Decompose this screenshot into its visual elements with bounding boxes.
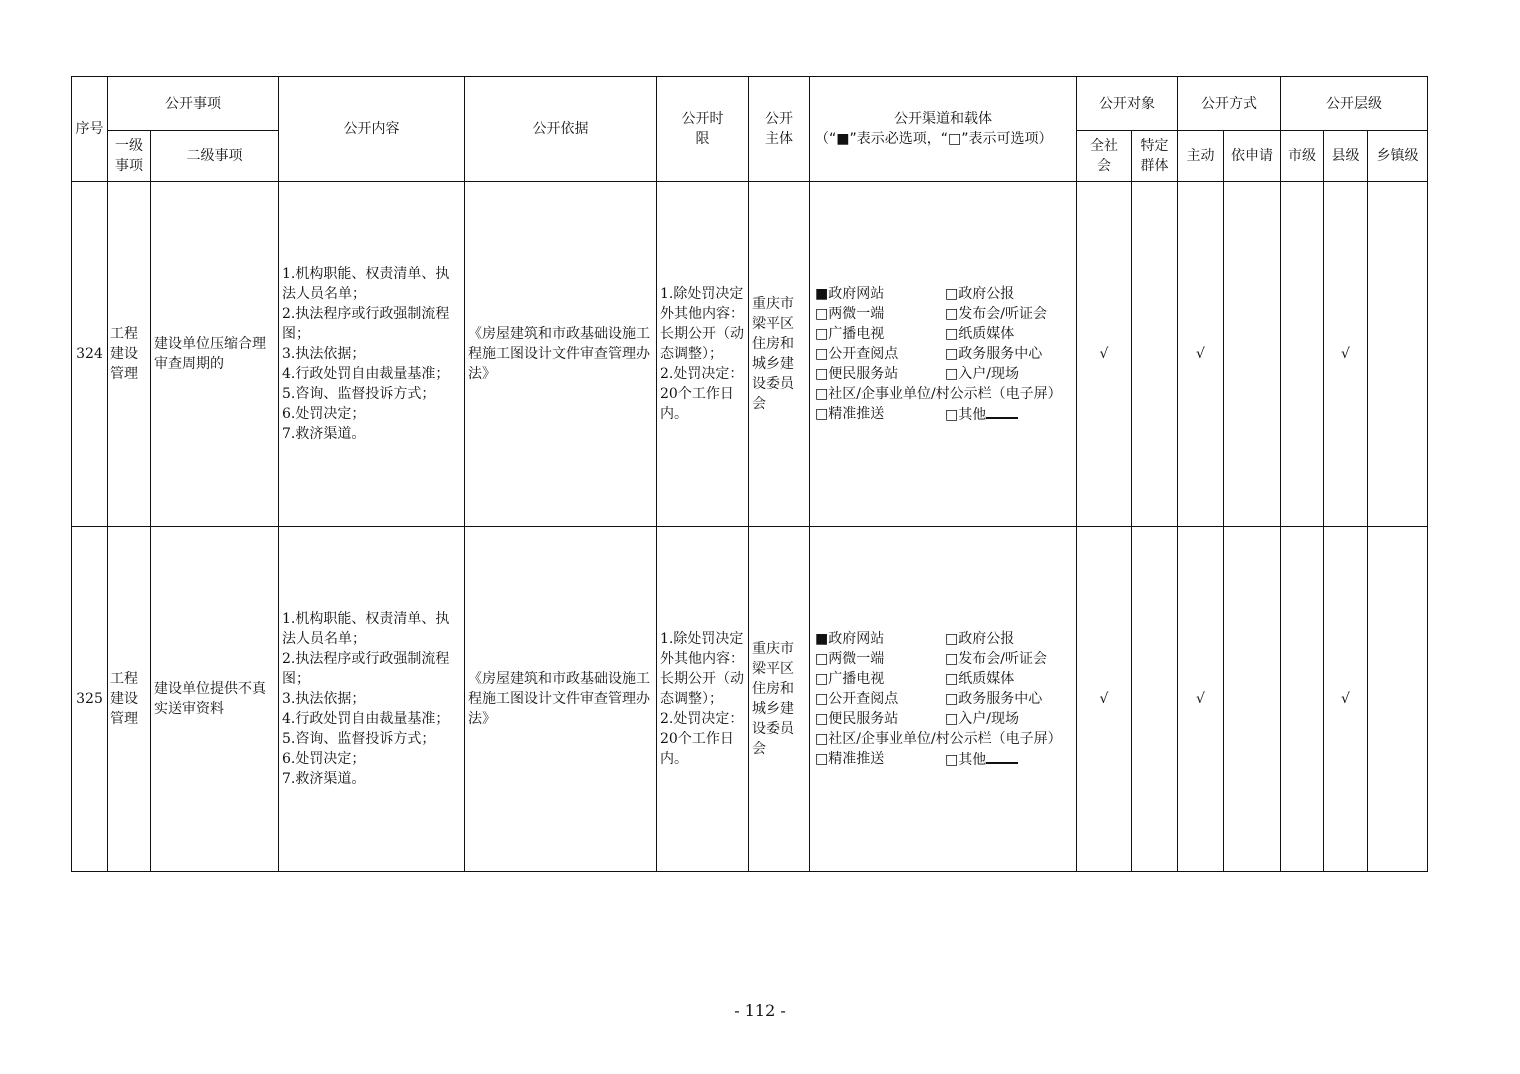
channel-print-media: □纸质媒体 xyxy=(945,325,1015,342)
row-level-city xyxy=(1281,527,1324,872)
header-target-group: 公开对象 xyxy=(1077,77,1178,131)
row-method-request xyxy=(1224,182,1281,527)
channel-gov-gazette: □政府公报 xyxy=(945,285,1015,302)
table-row xyxy=(72,182,1428,527)
channel-weibo-wechat-app: □两微一端 xyxy=(815,650,885,667)
row-level-city xyxy=(1281,182,1324,527)
row-content: 1.机构职能、权责清单、执法人员名单； 2.执法程序或行政强制流程图； 3.执法依据； 4.行政处罚自由裁量基准； 5.咨询、监督投诉方式； 6.处罚决定； 7.救济渠道。 xyxy=(279,527,465,872)
header-channel-title: 公开渠道和载体 xyxy=(894,111,992,127)
channel-other-label: □其他 xyxy=(945,406,987,423)
row-level-town xyxy=(1368,527,1428,872)
row-basis: 《房屋建筑和市政基础设施工程施工图设计文件审查管理办法》 xyxy=(465,182,657,527)
row-basis: 《房屋建筑和市政基础设施工程施工图设计文件审查管理办法》 xyxy=(465,527,657,872)
channel-service-center: □政务服务中心 xyxy=(945,345,1043,362)
channel-print-media: □纸质媒体 xyxy=(945,670,1015,687)
row-time-limit: 1.除处罚决定外其他内容：长期公开（动态调整）； 2.处罚决定：20个工作日内。 xyxy=(657,527,749,872)
channel-other xyxy=(945,749,1075,770)
channel-press-hearing: □发布会/听证会 xyxy=(945,305,1047,322)
channel-public-reading-point: □公开查阅点 xyxy=(815,345,899,362)
header-level-town: 乡镇级 xyxy=(1368,131,1428,182)
channel-public-reading-point: □公开查阅点 xyxy=(815,690,899,707)
channel-precise-push: □精准推送 xyxy=(815,405,885,422)
header-method-request: 依申请 xyxy=(1224,131,1281,182)
channel-service-station: □便民服务站 xyxy=(815,365,899,382)
header-seq: 序号 xyxy=(72,77,108,182)
header-level-county: 县级 xyxy=(1324,131,1368,182)
disclosure-table xyxy=(71,76,1428,872)
channel-gov-gazette: □政府公报 xyxy=(945,630,1015,647)
header-channel xyxy=(810,77,1077,182)
row-method-active: √ xyxy=(1178,527,1224,872)
channel-radio-tv: □广播电视 xyxy=(815,325,885,342)
header-method-active: 主动 xyxy=(1178,131,1224,182)
row-content: 1.机构职能、权责清单、执法人员名单； 2.执法程序或行政强制流程图； 3.执法依据； 4.行政处罚自由裁量基准； 5.咨询、监督投诉方式； 6.处罚决定； 7.救济渠道。 xyxy=(279,182,465,527)
row-channels xyxy=(810,527,1077,872)
header-level1: 一级事项 xyxy=(108,131,151,182)
header-level-group: 公开层级 xyxy=(1281,77,1428,131)
channel-gov-website: ■政府网站 xyxy=(815,285,885,302)
row-level1: 工程建设管理 xyxy=(108,182,151,527)
row-level-county: √ xyxy=(1324,182,1368,527)
row-method-active: √ xyxy=(1178,182,1224,527)
channel-bulletin-board: □社区/企事业单位/村公示栏（电子屏） xyxy=(815,730,1062,747)
row-level2: 建设单位提供不真实送审资料 xyxy=(151,527,279,872)
header-subject: 公开主体 xyxy=(749,77,810,182)
row-level-town xyxy=(1368,182,1428,527)
header-level2: 二级事项 xyxy=(151,131,279,182)
channel-bulletin-board: □社区/企事业单位/村公示栏（电子屏） xyxy=(815,385,1062,402)
header-target-all: 全社会 xyxy=(1077,131,1132,182)
channel-gov-website: ■政府网站 xyxy=(815,630,885,647)
header-content: 公开内容 xyxy=(279,77,465,182)
row-target-all: √ xyxy=(1077,182,1132,527)
channel-radio-tv: □广播电视 xyxy=(815,670,885,687)
row-target-specific xyxy=(1132,182,1178,527)
channel-door-to-door: □入户/现场 xyxy=(945,365,1019,382)
row-seq: 325 xyxy=(72,527,108,872)
page-number: - 112 - xyxy=(734,1001,786,1020)
channel-door-to-door: □入户/现场 xyxy=(945,710,1019,727)
channel-other xyxy=(945,404,1075,425)
channel-service-station: □便民服务站 xyxy=(815,710,899,727)
row-time-limit: 1.除处罚决定外其他内容：长期公开（动态调整）； 2.处罚决定：20个工作日内。 xyxy=(657,182,749,527)
row-subject: 重庆市梁平区住房和城乡建设委员会 xyxy=(749,527,810,872)
row-target-specific xyxy=(1132,527,1178,872)
channel-press-hearing: □发布会/听证会 xyxy=(945,650,1047,667)
row-level-county: √ xyxy=(1324,527,1368,872)
header-target-specific: 特定群体 xyxy=(1132,131,1178,182)
channel-service-center: □政务服务中心 xyxy=(945,690,1043,707)
header-item-group: 公开事项 xyxy=(108,77,279,131)
header-channel-note: （“■”表示必选项，“□”表示可选项） xyxy=(815,131,1053,147)
header-level-city: 市级 xyxy=(1281,131,1324,182)
row-method-request xyxy=(1224,527,1281,872)
row-target-all: √ xyxy=(1077,527,1132,872)
row-level1: 工程建设管理 xyxy=(108,527,151,872)
row-level2: 建设单位压缩合理审查周期的 xyxy=(151,182,279,527)
row-subject: 重庆市梁平区住房和城乡建设委员会 xyxy=(749,182,810,527)
header-row-1 xyxy=(72,77,1428,131)
fill-in-blank xyxy=(986,749,1018,764)
fill-in-blank xyxy=(986,404,1018,419)
channel-other-label: □其他 xyxy=(945,751,987,768)
header-time-limit: 公开时限 xyxy=(657,77,749,182)
channel-precise-push: □精准推送 xyxy=(815,750,885,767)
row-seq: 324 xyxy=(72,182,108,527)
channel-weibo-wechat-app: □两微一端 xyxy=(815,305,885,322)
row-channels xyxy=(810,182,1077,527)
header-basis: 公开依据 xyxy=(465,77,657,182)
header-method-group: 公开方式 xyxy=(1178,77,1281,131)
table-row xyxy=(72,527,1428,872)
